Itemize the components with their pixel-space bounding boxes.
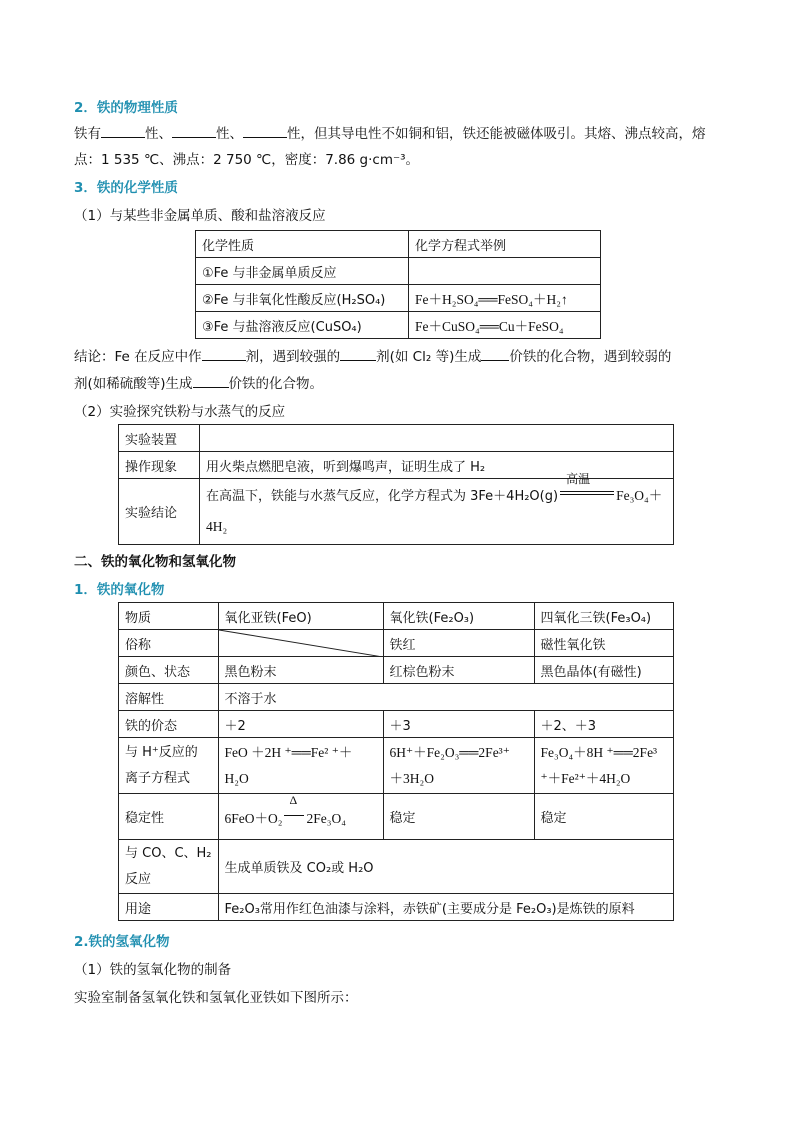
text: Fe₃O₄＋8H ⁺══2Fe³	[540, 744, 658, 760]
text: 4H₂	[206, 518, 228, 534]
text: 6FeO＋O₂	[224, 810, 283, 826]
subsection-reactions: （1）与某些非金属单质、酸和盐溶液反应	[74, 208, 326, 224]
diagonal-line	[219, 630, 383, 657]
table-cell: 俗称	[119, 630, 219, 657]
subsection-preparation: （1）铁的氢氧化物的制备	[74, 962, 232, 978]
equals-arrow	[560, 491, 614, 495]
table-cell: 生成单质铁及 CO₂或 H₂O	[218, 840, 673, 894]
table-cell: ③Fe 与盐溶液反应(CuSO₄)	[196, 312, 409, 339]
text: 性，但其导电性不如铜和铝，铁还能被磁体吸引。其熔、沸点较高，熔	[287, 126, 706, 142]
table-cell	[119, 738, 219, 794]
blank	[172, 125, 216, 138]
table-cell: ＋2、＋3	[534, 711, 673, 738]
table-cell: 铁红	[383, 630, 534, 657]
table-cell: 实验结论	[119, 479, 200, 545]
physical-properties-line2: 点：1 535 ℃、沸点：2 750 ℃，密度：7.86 g·cm⁻³。	[74, 152, 420, 168]
table-cell: 稳定	[534, 794, 673, 840]
text: 剂，遇到较强的	[245, 349, 341, 365]
table-header: 化学性质	[196, 231, 409, 258]
text: 价铁的化合物。	[228, 376, 324, 392]
table-cell	[218, 738, 383, 794]
blank	[243, 125, 287, 138]
text: 与 CO、C、H₂	[125, 845, 212, 861]
table-cell: 黑色粉末	[218, 657, 383, 684]
text: 价铁的化合物，遇到较弱的	[509, 349, 672, 365]
table-cell	[534, 738, 673, 794]
high-temp-condition	[558, 471, 616, 500]
text: 结论：Fe 在反应中作	[74, 349, 202, 365]
blank	[202, 348, 246, 361]
text: FeO ＋2H ⁺══Fe² ⁺＋	[224, 744, 353, 760]
text: 6H⁺＋Fe₂O₃══2Fe³⁺	[389, 744, 510, 760]
table-cell: ＋3	[383, 711, 534, 738]
diagonal-empty-cell	[218, 630, 383, 657]
table-cell: ②Fe 与非氧化性酸反应(H₂SO₄)	[196, 285, 409, 312]
table-cell: 实验装置	[119, 425, 200, 452]
conclusion-line2	[74, 372, 323, 392]
text: ＋3H₂O	[389, 770, 434, 786]
table-cell	[409, 258, 601, 285]
text: 性、	[145, 126, 172, 142]
blank	[193, 375, 229, 388]
table-cell: 溶解性	[119, 684, 219, 711]
table-header: 氧化亚铁(FeO)	[218, 603, 383, 630]
condition-label: Δ	[289, 792, 298, 807]
text: H₂O	[224, 770, 249, 786]
arrow-line	[284, 815, 304, 816]
table-header: 氧化铁(Fe₂O₃)	[383, 603, 534, 630]
table-cell: 颜色、状态	[119, 657, 219, 684]
table-cell: 用途	[119, 894, 219, 921]
table-cell: 红棕色粉末	[383, 657, 534, 684]
experiment-conclusion-cell	[200, 471, 674, 545]
table-cell: Fe＋H₂SO₄══FeSO₄＋H₂↑	[409, 285, 601, 312]
text: 2Fe₃O₄	[306, 810, 346, 826]
table-cell	[200, 425, 674, 452]
text: 在高温下，铁能与水蒸气反应，化学方程式为 3Fe＋4H₂O(g)	[206, 488, 559, 504]
table-header: 化学方程式举例	[409, 231, 601, 258]
section-title-hydroxides: 2.铁的氢氧化物	[74, 934, 170, 950]
table-header: 物质	[119, 603, 219, 630]
table-cell: 用火柴点燃肥皂液，听到爆鸣声，证明生成了 H₂	[200, 452, 674, 479]
blank	[481, 348, 509, 361]
table-cell	[383, 738, 534, 794]
subsection-steam-experiment: （2）实验探究铁粉与水蒸气的反应	[74, 404, 286, 420]
text: 铁有	[74, 126, 101, 142]
text: 离子方程式	[125, 770, 191, 786]
section-title-oxides: 1．铁的氧化物	[74, 582, 165, 598]
text: ⁺＋Fe²⁺＋4H₂O	[540, 770, 631, 786]
table-cell: ①Fe 与非金属单质反应	[196, 258, 409, 285]
text: 剂(如稀硫酸等)生成	[74, 376, 193, 392]
blank	[101, 125, 145, 138]
chemical-properties-table	[195, 230, 601, 339]
table-cell: 不溶于水	[218, 684, 673, 711]
condition-label: 高温	[566, 471, 591, 486]
blank	[340, 348, 376, 361]
experiment-table	[118, 424, 674, 545]
heat-condition	[282, 792, 306, 823]
table-cell: 磁性氧化铁	[534, 630, 673, 657]
stability-feo-cell	[218, 794, 383, 840]
table-cell: Fe＋CuSO₄══Cu＋FeSO₄	[409, 312, 601, 339]
text: 与 H⁺反应的	[125, 744, 198, 760]
text: 反应	[125, 871, 152, 887]
section-title-physical: 2．铁的物理性质	[74, 100, 178, 116]
physical-properties-line1	[74, 122, 706, 142]
conclusion-line1	[74, 345, 671, 365]
text: 性、	[216, 126, 243, 142]
text: 剂(如 Cl₂ 等)生成	[376, 349, 482, 365]
part-title-oxides: 二、铁的氧化物和氢氧化物	[74, 554, 236, 570]
table-header: 四氧化三铁(Fe₃O₄)	[534, 603, 673, 630]
table-cell: ＋2	[218, 711, 383, 738]
text: Fe₃O₄＋	[616, 487, 663, 503]
table-cell: 稳定性	[119, 794, 219, 840]
table-cell: 操作现象	[119, 452, 200, 479]
iron-oxides-table	[118, 602, 674, 921]
table-cell: Fe₂O₃常用作红色油漆与涂料，赤铁矿(主要成分是 Fe₂O₃)是炼铁的原料	[218, 894, 673, 921]
table-cell: 铁的价态	[119, 711, 219, 738]
section-title-chemical: 3．铁的化学性质	[74, 180, 178, 196]
table-cell: 稳定	[383, 794, 534, 840]
table-cell: 黑色晶体(有磁性)	[534, 657, 673, 684]
table-cell	[119, 840, 219, 894]
preparation-intro: 实验室制备氢氧化铁和氢氧化亚铁如下图所示：	[74, 990, 358, 1006]
